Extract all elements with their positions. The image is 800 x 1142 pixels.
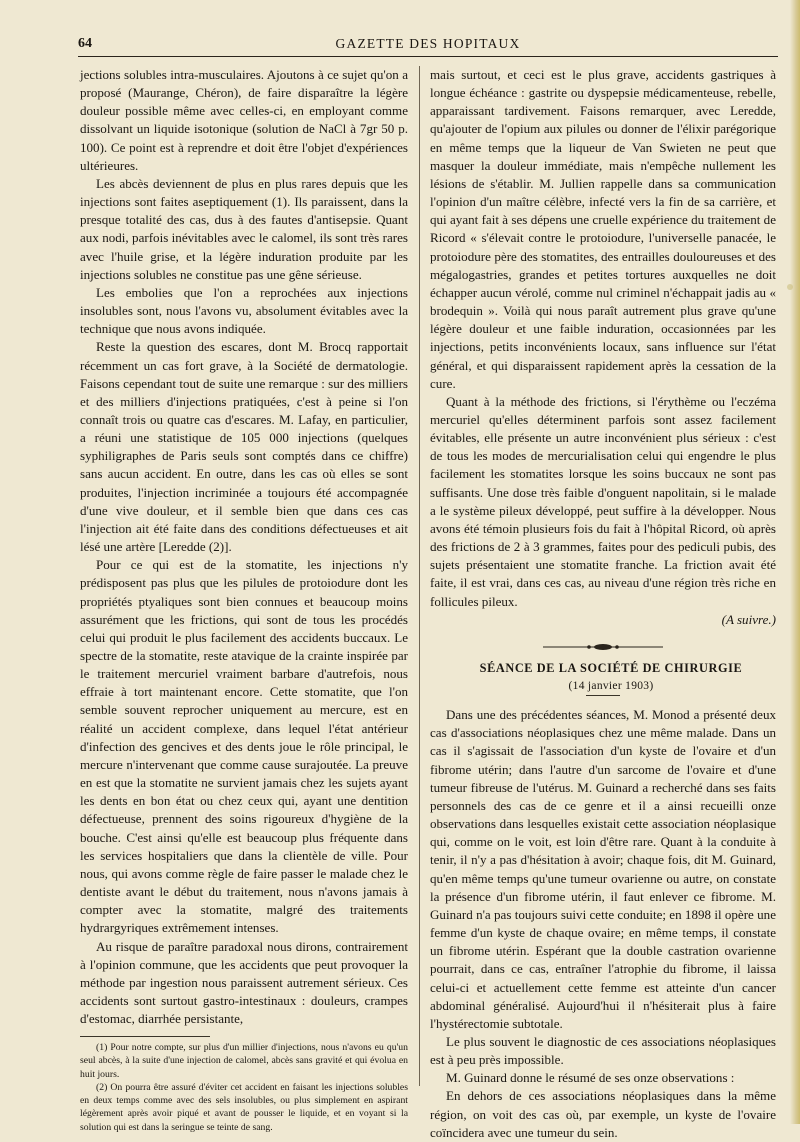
footnote: (2) On pourra être assuré d'éviter cet accident en faisant les injections solubles en deux temps comme avec des sels insolubles, ou plus simplement en aspirant légèrement après avoir piqué et avant de pousser le liquide, et en voyant si la solution qui est dans la seringue se teinte de sang.	[80, 1081, 408, 1133]
ornament-divider	[430, 643, 776, 651]
section-rule	[586, 695, 620, 696]
page-binding-edge	[790, 0, 800, 1124]
paragraph: Au risque de paraître paradoxal nous dirons, contrairement à l'opinion commune, que les accidents que peut provoquer la méthode par ingestion nous paraissent autrement sérieux. Ces accidents sont surtout gastro-intestinaux : douleurs, crampes d'estomac, diarrhée persistante,	[80, 938, 408, 1027]
section-date: (14 janvier 1903)	[568, 680, 654, 692]
paragraph: Les embolies que l'on a reprochées aux injections insolubles sont, nous l'avons vu, absolument évitables avec la technique que nous avons indiquée.	[80, 284, 408, 337]
footnote: (1) Pour notre compte, sur plus d'un millier d'injections, nous n'avons eu qu'un seul abcès, à la suite d'une injection de calomel, abcès sans gravité et qui évolua en huit jours.	[80, 1042, 408, 1080]
column-divider	[419, 66, 420, 1086]
paragraph: Pour ce qui est de la stomatite, les injections n'y prédisposent pas plus que les pilules de protoiodure dont les propriétés ptyaliques sont bien connues et beaucoup moins assurément que les frictions, qui sont de tous les procédés celui qui produit le plus facilement des accidents buccaux. Le spectre de la stomatite, reste atavique de la crainte inspirée par le traitement mercuriel vraiment barbare d'autrefois, nous effraie à tort maintenant encore. Cette stomatite, que l'on semble souvent reprocher uniquement au mercure, est en réalité un accident complexe, dans lequel l'état antérieur d'infection des gencives et des dents joue le rôle principal, le mercure n'intervenant que comme cause surajoutée. La preuve en est que la stomatite ne survient jamais chez les sujets ayant les dents en bon état ou chez ceux qui, ayant une dentition défectueuse, prennent des soins rigoureux d'hygiène de la bouche. C'est ainsi qu'elle est beaucoup plus fréquente dans les services hospitaliers que dans la clientèle de ville. Pour nous, qui avons comme règle de faire passer le malade chez le dentiste avant le début du traitement, nous n'avons jamais à compter avec la stomatite, malgré des traitements hydrargyriques extrêmement intenses.	[80, 557, 408, 936]
page-header	[78, 34, 778, 57]
page-number: 64	[78, 36, 92, 51]
to-be-continued: (A suivre.)	[721, 611, 776, 627]
journal-title: GAZETTE DES HOPITAUX	[335, 36, 521, 51]
left-column	[80, 66, 408, 1134]
paragraph: jections solubles intra-musculaires. Ajoutons à ce sujet qu'on a proposé (Maurange, Chéron), de faire disparaître la légère douleur possible même avec celles-ci, en employant comme dissolvant un liquide isotonique (solution de NaCl à 7gr 50 p. 100). Ce point est à reprendre et doit être l'objet d'expériences ultérieures.	[80, 67, 408, 173]
paragraph: Quant à la méthode des frictions, si l'érythème ou l'eczéma mercuriel qu'elles déterminent parfois sont assez facilement évitables, elle présente un autre inconvénient plus sérieux : c'est de tous les modes de mercurialisation celui qui engendre le plus facilement les stomatites lorsque les soins buccaux ne sont pas suffisants. Une dose très faible d'onguent napolitain, si le malade a le système pileux développé, peut suffire à la développer. Nous avons été témoin plusieurs fois du fait à l'hôpital Ricord, où après des frictions de 2 à 3 grammes, faites pour des pediculi pubis, des sujets présentaient une stomatite franche. La friction avait été faite, il est vrai, dans ces cas, au niveau d'une région très riche en follicules pileux.	[430, 393, 776, 609]
paragraph: M. Guinard donne le résumé de ses onze observations :	[446, 1070, 735, 1086]
paper-stain	[787, 284, 793, 290]
paragraph: mais surtout, et ceci est le plus grave, accidents gastriques à longue échéance : gastrite ou dyspepsie médicamenteuse, rebelle, apparaissant tardivement. Faisons remarquer, avec Leredde, qu'ajouter de l'opium aux pilules ou donner de l'élixir parégorique en même temps que la liqueur de Van Swieten ne peut que masquer la douleur immédiate, mais n'empêche nullement les lésions de s'établir. M. Jullien rappelle dans sa communication l'opinion d'un maître célèbre, infecté vers la fin de sa carrière, et qui ayant fait à ses dépens une cruelle expérience du traitement de Ricord « s'élevait contre le protoiodure, l'universelle panacée, le protoiodure père des stomatites, des entrailles douloureuses et des mégalogastries, grandes et petites tortures auxquelles ne doit échapper aucun vérolé, comme nul criminel n'échappait jadis au « brodequin ». Voilà qui nous paraît autrement plus grave qu'une légère douleur et une faible induration, occasionnées par les injections, petits inconvénients locaux, sans influence sur l'état général, et qui disparaissent rapidement après la cessation de la cure.	[430, 67, 776, 391]
right-column	[430, 66, 776, 1142]
section-title: SÉANCE DE LA SOCIÉTÉ DE CHIRURGIE	[479, 660, 743, 675]
paragraph: Dans une des précédentes séances, M. Monod a présenté deux cas d'associations néoplasiques chez une même malade. Dans un cas il s'agissait de l'association d'un kyste de l'ovaire et d'un fibrome utérin; dans l'autre d'un sarcome de l'ovaire et d'une tumeur fibreuse de l'utérus. M. Guinard a recherché dans ses faits personnels des cas de ce genre et il a ainsi recueilli onze observations dans lesquelles existait cette association néoplasique qui, comme on le voit, est loin d'être rare. Quant à la conduite à tenir, il n'y a pas d'hésitation à avoir; chaque fois, dit M. Guinard, qu'en même temps qu'une tumeur ovarienne ou autre, on constate la présence d'un fibrome utérin, il faut enlever ce fibrome. M. Guinard n'a pas toujours suivi cette conduite; en 1898 il opère une femme d'un kyste de chaque ovaire; en même temps, il constate un fibrome utérin. Espérant que la double castration ovarienne pourrait, dans ce cas, entraîner l'atrophie du fibrome, il laissa celui-ci et actuellement cette femme est atteinte d'un cancer abdominal généralisé. Aujourd'hui il n'hésiterait plus à faire l'hystérectomie subtotale.	[430, 707, 776, 1031]
footnote-divider	[80, 1036, 210, 1037]
paragraph: En dehors de ces associations néoplasiques dans la même région, on voit des cas où, par exemple, un kyste de l'ovaire coïncidera avec une tumeur du sein.	[430, 1088, 776, 1140]
paragraph: Le plus souvent le diagnostic de ces associations néoplasiques est à peu près impossible.	[430, 1033, 776, 1068]
paragraph: Reste la question des escares, dont M. Brocq rapportait récemment un cas fort grave, à la Société de dermatologie. Faisons cependant tout de suite une remarque : sur des milliers et des milliers d'injections pratiquées, c'est à peine si l'on connaît trois ou quatre cas d'escares. M. Lafay, en particulier, a réuni une statistique de 105 000 injections (quelques syphiligraphes de Paris seuls sont comptés dans ce chiffre) sans aucun accident. En outre, dans les cas où elles se sont produites, l'injection incriminée a toujours été accompagnée d'une vive douleur, et il semble bien que dans ces cas l'injection ait été faite dans des conditions défectueuses et ait lésé une artère [Leredde (2)].	[80, 339, 408, 555]
paragraph: Les abcès deviennent de plus en plus rares depuis que les injections sont faites aseptiquement (1). Ils paraissent, dans la presque totalité des cas, dus à des fautes d'antisepsie. Quant aux nodi, parfois inévitables avec le calomel, ils sont très rares avec l'huile grise, et la légère induration produite par les injections solubles ne constitue pas une gêne sérieuse.	[80, 175, 408, 282]
